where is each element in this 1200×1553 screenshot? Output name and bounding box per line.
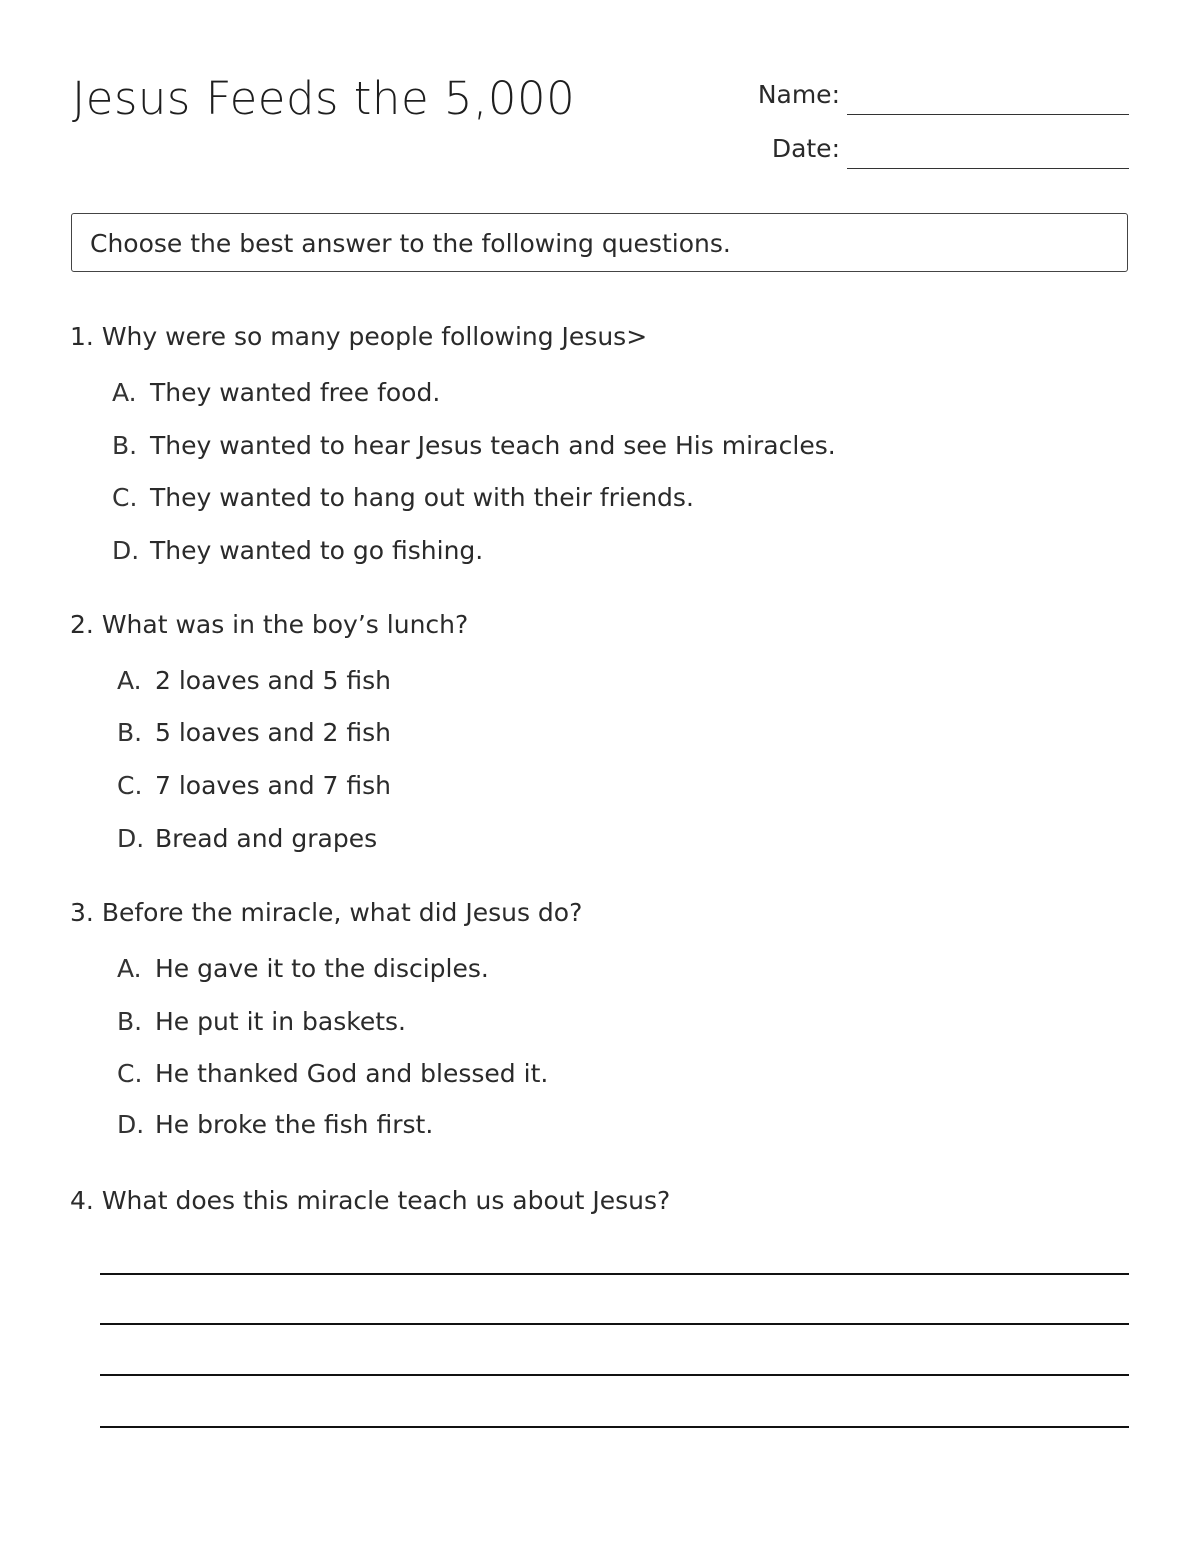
option-1d[interactable] bbox=[112, 536, 483, 565]
option-1a[interactable] bbox=[112, 378, 440, 407]
date-field-line[interactable] bbox=[847, 168, 1129, 169]
option-text: Bread and grapes bbox=[155, 824, 378, 853]
option-letter: D. bbox=[117, 1110, 145, 1139]
question-3 bbox=[70, 898, 582, 927]
option-letter: B. bbox=[117, 718, 143, 747]
answer-line-4[interactable] bbox=[100, 1426, 1129, 1428]
date-label: Date: bbox=[771, 134, 840, 163]
option-text: He broke the fish first. bbox=[155, 1110, 434, 1139]
option-letter: B. bbox=[112, 431, 138, 460]
option-letter: D. bbox=[117, 824, 145, 853]
option-letter: B. bbox=[117, 1007, 143, 1036]
option-letter: C. bbox=[117, 1059, 143, 1088]
option-1b[interactable] bbox=[112, 431, 836, 460]
option-3d[interactable] bbox=[117, 1110, 433, 1139]
option-text: 7 loaves and 7 fish bbox=[155, 771, 392, 800]
option-letter: A. bbox=[117, 666, 142, 695]
option-2b[interactable] bbox=[117, 718, 391, 747]
option-text: He gave it to the disciples. bbox=[155, 954, 489, 983]
option-text: 2 loaves and 5 fish bbox=[155, 666, 392, 695]
question-text: Before the miracle, what did Jesus do? bbox=[101, 898, 583, 927]
option-letter: D. bbox=[112, 536, 140, 565]
option-2d[interactable] bbox=[117, 824, 377, 853]
question-1 bbox=[70, 322, 647, 351]
option-3a[interactable] bbox=[117, 954, 489, 983]
question-number: 2. bbox=[70, 610, 94, 639]
option-text: They wanted to hang out with their friends. bbox=[150, 483, 694, 512]
question-4 bbox=[70, 1186, 670, 1215]
option-2c[interactable] bbox=[117, 771, 391, 800]
question-text: Why were so many people following Jesus> bbox=[101, 322, 648, 351]
question-number: 4. bbox=[70, 1186, 94, 1215]
option-text: He put it in baskets. bbox=[155, 1007, 406, 1036]
option-3c[interactable] bbox=[117, 1059, 548, 1088]
option-3b[interactable] bbox=[117, 1007, 406, 1036]
question-text: What was in the boy’s lunch? bbox=[101, 610, 469, 639]
answer-line-2[interactable] bbox=[100, 1323, 1129, 1325]
option-text: They wanted to hear Jesus teach and see His miracles. bbox=[150, 431, 836, 460]
option-text: 5 loaves and 2 fish bbox=[155, 718, 392, 747]
option-letter: A. bbox=[117, 954, 142, 983]
worksheet-title: Jesus Feeds the 5,000 bbox=[72, 72, 576, 125]
question-text: What does this miracle teach us about Jesus? bbox=[101, 1186, 671, 1215]
name-field-line[interactable] bbox=[847, 114, 1129, 115]
answer-line-3[interactable] bbox=[100, 1374, 1129, 1376]
question-number: 1. bbox=[70, 322, 94, 351]
answer-line-1[interactable] bbox=[100, 1273, 1129, 1275]
question-2 bbox=[70, 610, 468, 639]
name-label: Name: bbox=[757, 80, 840, 109]
option-letter: C. bbox=[117, 771, 143, 800]
instructions-box bbox=[71, 213, 1128, 272]
instructions-text: Choose the best answer to the following questions. bbox=[90, 229, 731, 258]
option-text: He thanked God and blessed it. bbox=[155, 1059, 549, 1088]
option-1c[interactable] bbox=[112, 483, 694, 512]
question-number: 3. bbox=[70, 898, 94, 927]
option-text: They wanted free food. bbox=[150, 378, 441, 407]
option-text: They wanted to go fishing. bbox=[150, 536, 484, 565]
option-letter: C. bbox=[112, 483, 138, 512]
option-2a[interactable] bbox=[117, 666, 391, 695]
option-letter: A. bbox=[112, 378, 137, 407]
